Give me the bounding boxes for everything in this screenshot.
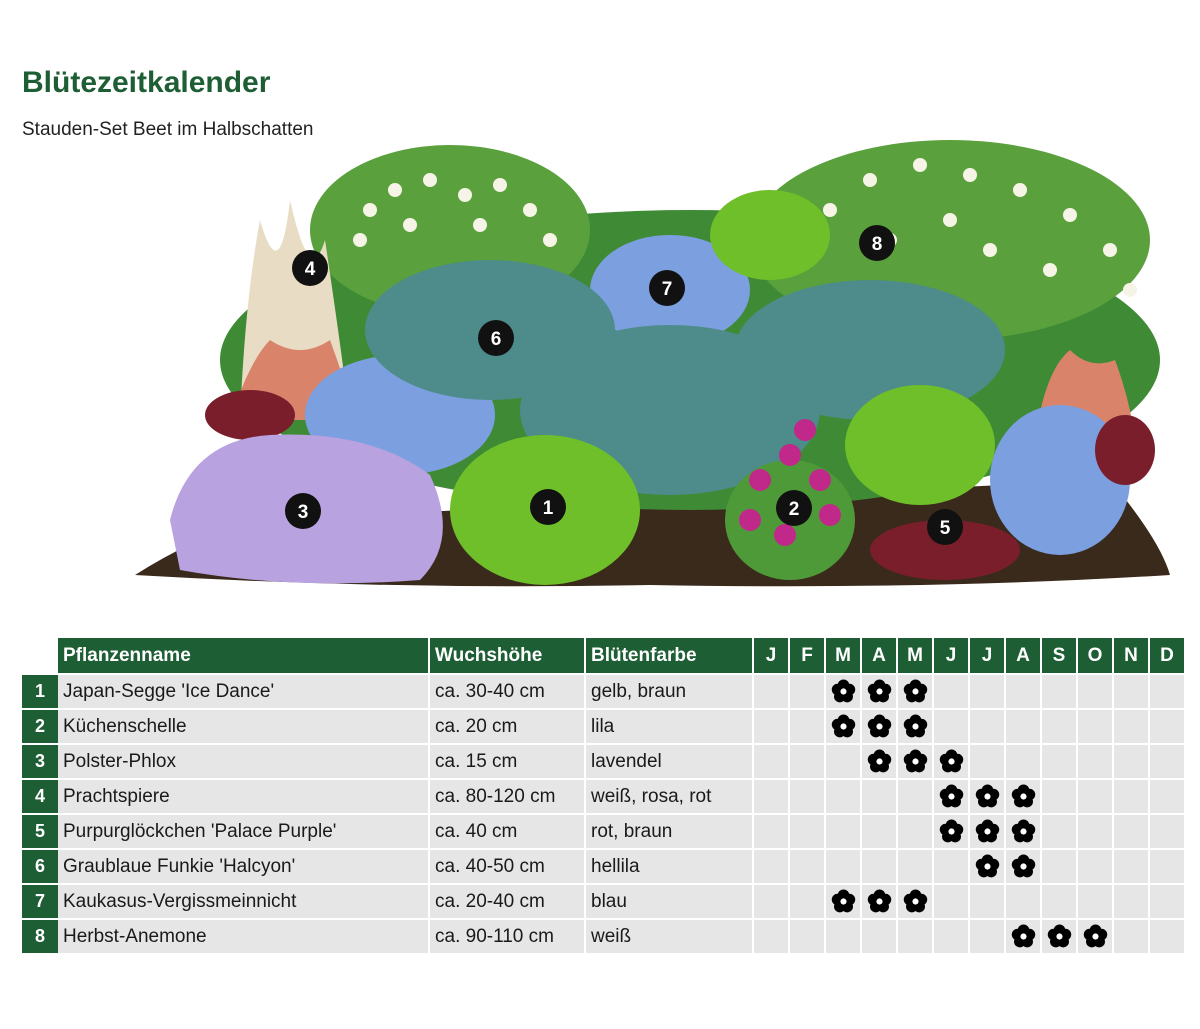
month-cell bbox=[754, 743, 790, 778]
heuchera-right bbox=[1095, 415, 1155, 485]
month-cell bbox=[898, 778, 934, 813]
badge-7[interactable] bbox=[649, 270, 685, 306]
month-cell bbox=[1078, 883, 1114, 918]
month-cell bbox=[934, 708, 970, 743]
row-number: 4 bbox=[22, 778, 58, 813]
badge-6[interactable] bbox=[478, 320, 514, 356]
header-month: S bbox=[1042, 638, 1078, 673]
month-cell bbox=[862, 848, 898, 883]
month-cell bbox=[1114, 848, 1150, 883]
header-corner bbox=[22, 638, 58, 673]
month-cell bbox=[1150, 918, 1186, 953]
month-cell bbox=[754, 708, 790, 743]
plant-name-cell: Purpurglöckchen 'Palace Purple' bbox=[58, 813, 430, 848]
svg-text:2: 2 bbox=[788, 499, 800, 520]
height-cell: ca. 15 cm bbox=[430, 743, 586, 778]
month-cell bbox=[1042, 918, 1078, 953]
month-cell bbox=[1042, 848, 1078, 883]
height-cell: ca. 20-40 cm bbox=[430, 883, 586, 918]
flower-icon bbox=[1046, 923, 1073, 950]
table-row bbox=[22, 883, 1186, 918]
heuchera-left bbox=[205, 390, 295, 440]
carex-right bbox=[845, 385, 995, 505]
table-row bbox=[22, 743, 1186, 778]
flower-color-cell: blau bbox=[586, 883, 754, 918]
month-cell bbox=[898, 743, 934, 778]
month-cell bbox=[1114, 813, 1150, 848]
svg-text:6: 6 bbox=[490, 329, 502, 350]
height-cell: ca. 80-120 cm bbox=[430, 778, 586, 813]
month-cell bbox=[970, 883, 1006, 918]
table-header-row bbox=[22, 638, 1186, 673]
month-cell bbox=[1114, 743, 1150, 778]
table-row bbox=[22, 918, 1186, 953]
flower-icon bbox=[974, 783, 1001, 810]
plant-name-cell: Prachtspiere bbox=[58, 778, 430, 813]
plant-name-cell: Küchenschelle bbox=[58, 708, 430, 743]
month-cell bbox=[970, 813, 1006, 848]
month-cell bbox=[934, 778, 970, 813]
month-cell bbox=[826, 708, 862, 743]
month-cell bbox=[970, 848, 1006, 883]
month-cell bbox=[1114, 918, 1150, 953]
month-cell bbox=[1042, 708, 1078, 743]
month-cell bbox=[1042, 673, 1078, 708]
header-month: F bbox=[790, 638, 826, 673]
month-cell bbox=[862, 883, 898, 918]
month-cell bbox=[790, 743, 826, 778]
month-cell bbox=[898, 813, 934, 848]
plant-name-cell: Herbst-Anemone bbox=[58, 918, 430, 953]
month-cell bbox=[754, 848, 790, 883]
month-cell bbox=[1150, 743, 1186, 778]
row-number: 7 bbox=[22, 883, 58, 918]
month-cell bbox=[934, 848, 970, 883]
flower-color-cell: lila bbox=[586, 708, 754, 743]
flower-color-cell: weiß, rosa, rot bbox=[586, 778, 754, 813]
garden-bed-illustration bbox=[130, 120, 1180, 600]
height-cell: ca. 90-110 cm bbox=[430, 918, 586, 953]
month-cell bbox=[862, 708, 898, 743]
table-row bbox=[22, 848, 1186, 883]
row-number: 6 bbox=[22, 848, 58, 883]
svg-text:3: 3 bbox=[297, 502, 309, 523]
header-month: M bbox=[826, 638, 862, 673]
header-month: O bbox=[1078, 638, 1114, 673]
plant-name-cell: Japan-Segge 'Ice Dance' bbox=[58, 673, 430, 708]
row-number: 3 bbox=[22, 743, 58, 778]
month-cell bbox=[754, 778, 790, 813]
month-cell bbox=[790, 778, 826, 813]
month-cell bbox=[790, 918, 826, 953]
header-flower-color: Blütenfarbe bbox=[586, 638, 754, 673]
month-cell bbox=[1078, 708, 1114, 743]
month-cell bbox=[1150, 708, 1186, 743]
flower-icon bbox=[1010, 818, 1037, 845]
flower-color-cell: hellila bbox=[586, 848, 754, 883]
flower-icon bbox=[830, 713, 857, 740]
header-month: J bbox=[934, 638, 970, 673]
header-month: A bbox=[862, 638, 898, 673]
month-cell bbox=[1078, 918, 1114, 953]
month-cell bbox=[862, 743, 898, 778]
month-cell bbox=[862, 918, 898, 953]
month-cell bbox=[754, 673, 790, 708]
row-number: 2 bbox=[22, 708, 58, 743]
badge-8[interactable] bbox=[859, 225, 895, 261]
page-subtitle: Stauden-Set Beet im Halbschatten bbox=[22, 119, 314, 140]
header-height: Wuchshöhe bbox=[430, 638, 586, 673]
month-cell bbox=[1114, 778, 1150, 813]
table-row bbox=[22, 673, 1186, 708]
flower-icon bbox=[866, 888, 893, 915]
month-cell bbox=[934, 813, 970, 848]
month-cell bbox=[970, 708, 1006, 743]
row-number: 5 bbox=[22, 813, 58, 848]
month-cell bbox=[1150, 848, 1186, 883]
flower-icon bbox=[974, 818, 1001, 845]
month-cell bbox=[790, 883, 826, 918]
flower-icon bbox=[938, 783, 965, 810]
month-cell bbox=[934, 918, 970, 953]
month-cell bbox=[898, 918, 934, 953]
flower-icon bbox=[1082, 923, 1109, 950]
header-plant-name: Pflanzenname bbox=[58, 638, 430, 673]
month-cell bbox=[1042, 743, 1078, 778]
month-cell bbox=[1114, 708, 1150, 743]
plant-name-cell: Graublaue Funkie 'Halcyon' bbox=[58, 848, 430, 883]
month-cell bbox=[970, 778, 1006, 813]
flower-icon bbox=[830, 888, 857, 915]
month-cell bbox=[1078, 778, 1114, 813]
badge-4[interactable] bbox=[292, 250, 328, 286]
month-cell bbox=[1078, 848, 1114, 883]
flower-icon bbox=[866, 678, 893, 705]
svg-text:4: 4 bbox=[304, 259, 316, 280]
month-cell bbox=[1006, 848, 1042, 883]
month-cell bbox=[790, 813, 826, 848]
month-cell bbox=[934, 673, 970, 708]
height-cell: ca. 40 cm bbox=[430, 813, 586, 848]
flower-icon bbox=[938, 818, 965, 845]
flower-icon bbox=[902, 713, 929, 740]
month-cell bbox=[1042, 813, 1078, 848]
table-row bbox=[22, 813, 1186, 848]
flower-icon bbox=[1010, 783, 1037, 810]
svg-text:1: 1 bbox=[542, 498, 554, 519]
month-cell bbox=[826, 813, 862, 848]
flower-icon bbox=[902, 888, 929, 915]
month-cell bbox=[1006, 918, 1042, 953]
month-cell bbox=[826, 918, 862, 953]
row-number: 8 bbox=[22, 918, 58, 953]
month-cell bbox=[1006, 708, 1042, 743]
month-cell bbox=[1114, 673, 1150, 708]
month-cell bbox=[898, 673, 934, 708]
table-row bbox=[22, 708, 1186, 743]
month-cell bbox=[826, 778, 862, 813]
flower-icon bbox=[902, 678, 929, 705]
row-number: 1 bbox=[22, 673, 58, 708]
month-cell bbox=[1006, 673, 1042, 708]
month-cell bbox=[970, 673, 1006, 708]
month-cell bbox=[1006, 743, 1042, 778]
month-cell bbox=[826, 673, 862, 708]
flower-icon bbox=[938, 748, 965, 775]
flower-icon bbox=[1010, 853, 1037, 880]
month-cell bbox=[1078, 743, 1114, 778]
height-cell: ca. 40-50 cm bbox=[430, 848, 586, 883]
flower-icon bbox=[866, 713, 893, 740]
month-cell bbox=[826, 848, 862, 883]
header-month: J bbox=[754, 638, 790, 673]
badge-2[interactable] bbox=[776, 490, 812, 526]
badge-3[interactable] bbox=[285, 493, 321, 529]
month-cell bbox=[1150, 883, 1186, 918]
month-cell bbox=[1078, 813, 1114, 848]
flower-icon bbox=[902, 748, 929, 775]
table-row bbox=[22, 778, 1186, 813]
month-cell bbox=[1042, 883, 1078, 918]
month-cell bbox=[1114, 883, 1150, 918]
flower-icon bbox=[866, 748, 893, 775]
month-cell bbox=[754, 883, 790, 918]
plant-name-cell: Kaukasus-Vergissmeinnicht bbox=[58, 883, 430, 918]
month-cell bbox=[790, 673, 826, 708]
flower-color-cell: weiß bbox=[586, 918, 754, 953]
badge-5[interactable] bbox=[927, 509, 963, 545]
flower-color-cell: gelb, braun bbox=[586, 673, 754, 708]
badge-1[interactable] bbox=[530, 489, 566, 525]
month-cell bbox=[862, 813, 898, 848]
month-cell bbox=[862, 673, 898, 708]
month-cell bbox=[934, 743, 970, 778]
month-cell bbox=[970, 743, 1006, 778]
svg-text:5: 5 bbox=[939, 518, 951, 539]
month-cell bbox=[898, 708, 934, 743]
month-cell bbox=[898, 883, 934, 918]
flower-icon bbox=[1010, 923, 1037, 950]
month-cell bbox=[1150, 813, 1186, 848]
header-month: D bbox=[1150, 638, 1186, 673]
flower-icon bbox=[974, 853, 1001, 880]
month-cell bbox=[1006, 778, 1042, 813]
month-cell bbox=[826, 883, 862, 918]
flower-color-cell: lavendel bbox=[586, 743, 754, 778]
month-cell bbox=[1078, 673, 1114, 708]
flower-color-cell: rot, braun bbox=[586, 813, 754, 848]
month-cell bbox=[1042, 778, 1078, 813]
month-cell bbox=[826, 743, 862, 778]
height-cell: ca. 30-40 cm bbox=[430, 673, 586, 708]
header-month: N bbox=[1114, 638, 1150, 673]
page-title: Blütezeitkalender bbox=[22, 66, 271, 99]
month-cell bbox=[1006, 883, 1042, 918]
month-cell bbox=[934, 883, 970, 918]
svg-text:8: 8 bbox=[871, 234, 883, 255]
month-cell bbox=[754, 813, 790, 848]
month-cell bbox=[1150, 673, 1186, 708]
month-cell bbox=[970, 918, 1006, 953]
month-cell bbox=[862, 778, 898, 813]
month-cell bbox=[790, 848, 826, 883]
header-month: A bbox=[1006, 638, 1042, 673]
month-cell bbox=[1006, 813, 1042, 848]
month-cell bbox=[754, 918, 790, 953]
header-month: M bbox=[898, 638, 934, 673]
month-cell bbox=[1150, 778, 1186, 813]
header-month: J bbox=[970, 638, 1006, 673]
month-cell bbox=[898, 848, 934, 883]
carex-top bbox=[710, 190, 830, 280]
month-cell bbox=[790, 708, 826, 743]
flower-icon bbox=[830, 678, 857, 705]
plant-name-cell: Polster-Phlox bbox=[58, 743, 430, 778]
bloom-calendar-table bbox=[22, 638, 1186, 953]
height-cell: ca. 20 cm bbox=[430, 708, 586, 743]
svg-text:7: 7 bbox=[661, 279, 673, 300]
